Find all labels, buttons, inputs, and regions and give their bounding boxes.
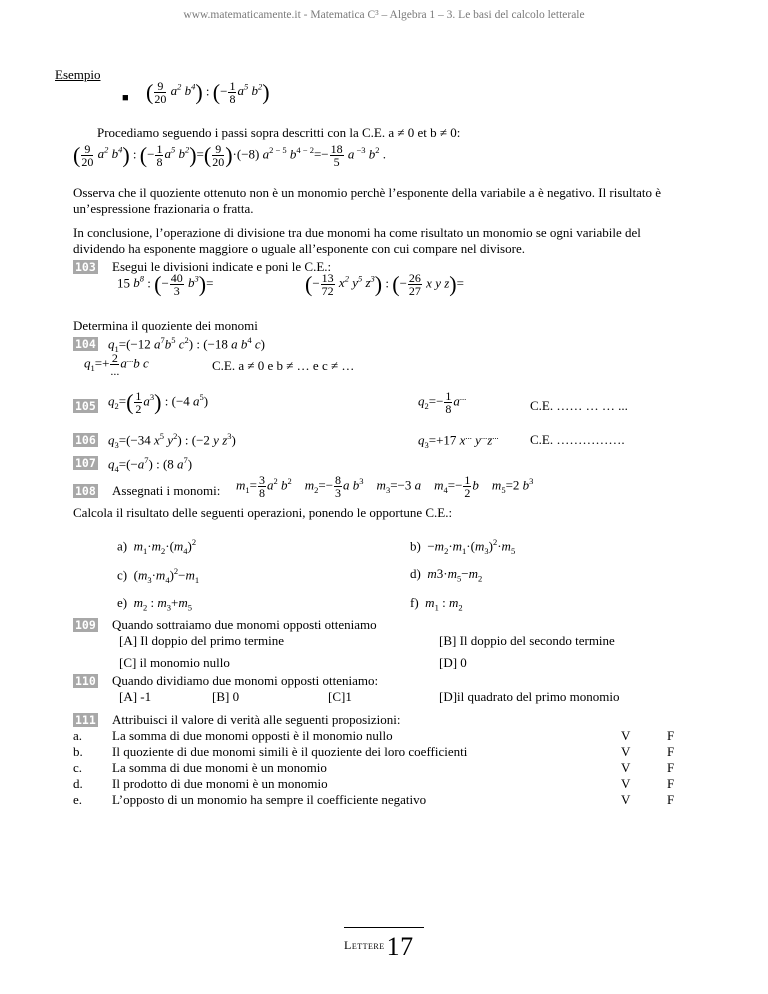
- exercise-108-op-a: a) $m_1\cdot m_2\cdot(m_4)^2$: [117, 537, 197, 556]
- truth-item-false[interactable]: F: [667, 728, 675, 743]
- exercise-104-answer: $q_1=+$ $\frac{2}{...}$ a...b c: [84, 351, 149, 378]
- exercise-number-106: 106: [75, 433, 96, 447]
- example-solution: ( $\frac{9}{20}$ $a^2$ $b^4$) : (− $\frac{1}{8}$ $a^5$ $b^2)=$( $\frac{9}{20}$ )·(−8) $a^{2 - 5}$ $b^{4 - 2}=-$ $\frac{18}{5}$ a $^{-3}$ $b^2$ .: [73, 142, 387, 169]
- truth-item-false[interactable]: F: [667, 776, 675, 791]
- exercise-number-111: 111: [75, 713, 96, 727]
- exercise-108-calc: Calcola il risultato delle seguenti operazioni, ponendo le opportune C.E.:: [73, 505, 453, 520]
- exercise-105-expr: $q_2=$( $\frac{1}{2}$ $a^3$) : (−4 $a^5$): [108, 389, 209, 416]
- truth-item-letter: a.: [73, 728, 83, 743]
- exercise-number-108: 108: [75, 484, 96, 498]
- exercise-number-104: 104: [75, 337, 96, 351]
- exercise-108-op-d: d) $m3\cdot m_5-m_2$: [410, 566, 483, 584]
- exercise-110-option-d[interactable]: [D]il quadrato del primo monomio: [439, 689, 620, 704]
- truth-item-false[interactable]: F: [667, 744, 675, 759]
- truth-item-text: Il quoziente di due monomi simili è il quoziente dei loro coefficienti: [112, 744, 468, 759]
- example-conclusion: In conclusione, l’operazione di divisione tra due monomi ha come risultato un monomio se ogni variabile del dividendo ha esponente maggiore o uguale all’esponente con cui compare nel divisore.: [73, 225, 641, 256]
- exercise-104-intro: Determina il quoziente dei monomi: [73, 318, 258, 333]
- exercise-110-option-b[interactable]: [B] 0: [212, 689, 240, 704]
- truth-item-letter: d.: [73, 776, 83, 791]
- exercise-110-option-a[interactable]: [A] -1: [119, 689, 152, 704]
- exercise-103-text: Esegui le divisioni indicate e poni le C.E.:: [112, 259, 332, 274]
- exercise-109-option-b[interactable]: [B] Il doppio del secondo termine: [439, 633, 615, 648]
- running-header: www.matematicamente.it - Matematica C³ – Algebra 1 – 3. Le basi del calcolo letterale: [183, 9, 585, 21]
- exercise-109-option-a[interactable]: [A] Il doppio del primo termine: [119, 633, 284, 648]
- truth-item-true[interactable]: V: [621, 792, 631, 807]
- exercise-106-ce: C.E. …………….: [530, 432, 625, 447]
- exercise-number-110: 110: [75, 674, 96, 688]
- exercise-111-question: Attribuisci il valore di verità alle seguenti proposizioni:: [112, 712, 401, 727]
- exercise-108-monomials: $m_1=$ $\frac{3}{8}$ $a^2$ $b^2$ $m_2=-$ $\frac{8}{3}$ a $b^3$ $m_3=-3$ a $m_4=-$ $\frac{1}{2}$ b $m_5=2$ $b^3$: [236, 473, 534, 500]
- truth-item-letter: b.: [73, 744, 83, 759]
- exercise-number-107: 107: [75, 456, 96, 470]
- exercise-103-expr-a: 15 $b^8$ : (− $\frac{40}{3}$ $b^3)=$: [117, 271, 214, 298]
- bullet-square-icon: ■: [122, 92, 129, 104]
- exercise-number-105: 105: [75, 399, 96, 413]
- truth-item-true[interactable]: V: [621, 776, 631, 791]
- exercise-106-expr: $q_3=(-34$ $x^5$ $y^2$) : (−2 y $z^3$): [108, 431, 236, 450]
- example-remark: Osserva che il quoziente ottenuto non è un monomio perchè l’esponente della variabile a è negativo. Il risultato è un’espressione frazionaria o fratta.: [73, 185, 662, 216]
- truth-item-letter: e.: [73, 792, 83, 807]
- example-expression: ( $\frac{9}{20}$ $a^2$ $b^4$) : (− $\frac{1}{8}$ $a^5$ $b^2$): [146, 79, 270, 106]
- page-footer: [344, 932, 414, 962]
- page-number: 17: [386, 932, 414, 961]
- example-label: Esempio: [55, 67, 101, 82]
- truth-item-text: La somma di due monomi opposti è il monomio nullo: [112, 728, 393, 743]
- exercise-110-question: Quando dividiamo due monomi opposti otteniamo:: [112, 673, 379, 688]
- truth-item-false[interactable]: F: [667, 792, 675, 807]
- exercise-108-op-f: f) $m_1$ : $m_2$: [410, 595, 463, 613]
- truth-item-false[interactable]: F: [667, 760, 675, 775]
- footer-rule: [344, 927, 424, 928]
- exercise-105-ce: C.E. …… … … ...: [530, 398, 628, 413]
- truth-item-text: L’opposto di un monomio ha sempre il coefficiente negativo: [112, 792, 427, 807]
- exercise-108-text: Assegnati i monomi:: [112, 483, 221, 498]
- exercise-number-109: 109: [75, 618, 96, 632]
- exercise-107-expr: $q_4=(-a^7)$ : (8 $a^7$): [108, 455, 193, 474]
- exercise-108-op-c: c) $(m_3\cdot m_4)^2-m_1$: [117, 566, 200, 585]
- exercise-109-option-d[interactable]: [D] 0: [439, 655, 467, 670]
- truth-item-letter: c.: [73, 760, 83, 775]
- example-intro: Procediamo seguendo i passi sopra descritti con la C.E. a ≠ 0 et b ≠ 0:: [97, 125, 461, 140]
- exercise-108-op-e: e) $m_2$ : $m_3+m_5$: [117, 595, 192, 613]
- exercise-105-answer: $q_2=-$ $\frac{1}{8}$ a...: [418, 389, 467, 416]
- truth-item-true[interactable]: V: [621, 744, 631, 759]
- truth-item-true[interactable]: V: [621, 728, 631, 743]
- exercise-103-expr-b: (− $\frac{13}{72}$ $x^2$ $y^5$ $z^3$) : (− $\frac{26}{27}$ x y z)=: [305, 271, 464, 298]
- exercise-110-option-c[interactable]: [C]1: [328, 689, 352, 704]
- truth-item-true[interactable]: V: [621, 760, 631, 775]
- exercise-number-103: 103: [75, 260, 96, 274]
- exercise-109-option-c[interactable]: [C] il monomio nullo: [119, 655, 230, 670]
- footer-word: Lettere: [344, 938, 385, 952]
- exercise-106-answer: $q_3=+17$ x... y...z...: [418, 431, 499, 450]
- truth-item-text: Il prodotto di due monomi è un monomio: [112, 776, 328, 791]
- exercise-104-expr: $q_1=(-12$ $a^7b^5$ $c^2$) : (−18 a $b^4$ c): [108, 335, 266, 354]
- exercise-109-question: Quando sottraiamo due monomi opposti otteniamo: [112, 617, 377, 632]
- truth-item-text: La somma di due monomi è un monomio: [112, 760, 327, 775]
- exercise-108-op-b: $b) -m_2\cdot m_1\cdot(m_3)^2\cdot m_5$: [410, 537, 516, 556]
- exercise-104-ce: C.E. a ≠ 0 e b ≠ … e c ≠ …: [212, 358, 355, 373]
